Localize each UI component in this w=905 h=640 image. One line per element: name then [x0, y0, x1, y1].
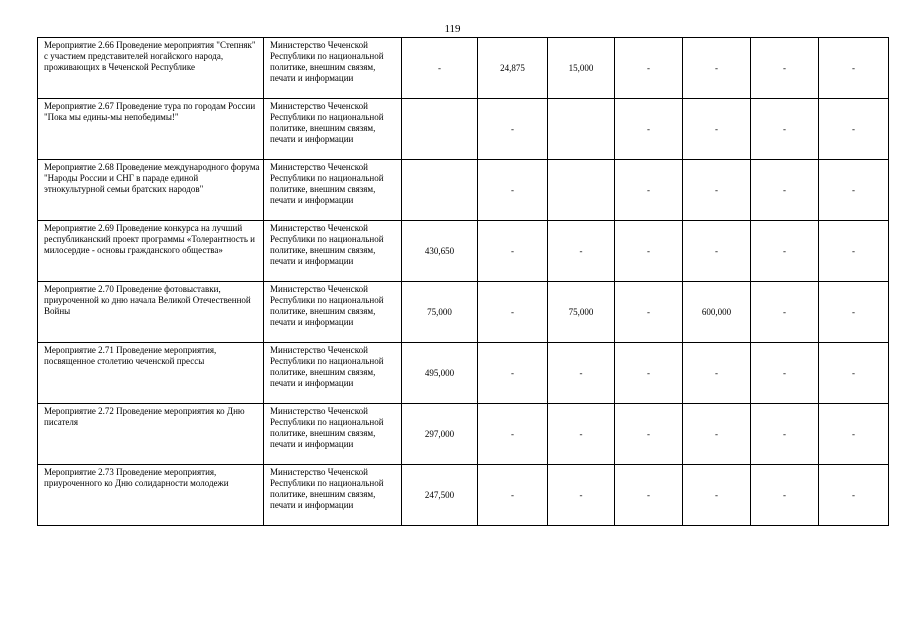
funding-value-cell: - [751, 282, 819, 343]
funding-value-cell: - [819, 99, 889, 160]
funding-value-cell [402, 160, 478, 221]
funding-value-cell: - [751, 221, 819, 282]
table-row [38, 343, 889, 404]
event-name-cell: Мероприятие 2.67 Проведение тура по городам России "Пока мы едины-мы непобедимы!" [38, 99, 264, 160]
funding-value-cell: - [683, 221, 751, 282]
funding-value-cell: - [819, 404, 889, 465]
table-row [38, 160, 889, 221]
funding-value-cell: - [615, 221, 683, 282]
funding-value-cell: - [819, 221, 889, 282]
event-name-cell: Мероприятие 2.73 Проведение мероприятия, приуроченного ко Дню солидарности молодежи [38, 465, 264, 526]
funding-value-cell: - [751, 343, 819, 404]
funding-value-cell: - [751, 38, 819, 99]
funding-value-cell: - [615, 160, 683, 221]
executor-cell: Министерство Чеченской Республики по национальной политике, внешним связям, печати и информации [264, 221, 402, 282]
funding-value-cell: - [683, 99, 751, 160]
funding-value-cell: - [819, 465, 889, 526]
executor-cell: Министерство Чеченской Республики по национальной политике, внешним связям, печати и информации [264, 38, 402, 99]
funding-value-cell: - [478, 404, 548, 465]
funding-value-cell: - [548, 221, 615, 282]
funding-value-cell: - [548, 465, 615, 526]
executor-cell: Министерство Чеченской Республики по национальной политике, внешним связям, печати и информации [264, 282, 402, 343]
funding-value-cell: 15,000 [548, 38, 615, 99]
funding-value-cell: - [819, 160, 889, 221]
executor-cell: Министерство Чеченской Республики по национальной политике, внешним связям, печати и информации [264, 343, 402, 404]
funding-value-cell: - [615, 465, 683, 526]
table-body [38, 38, 889, 526]
funding-value-cell: - [478, 160, 548, 221]
funding-value-cell: - [751, 404, 819, 465]
funding-value-cell [548, 160, 615, 221]
funding-value-cell: - [478, 99, 548, 160]
funding-value-cell: - [615, 404, 683, 465]
event-name-cell: Мероприятие 2.72 Проведение мероприятия ко Дню писателя [38, 404, 264, 465]
funding-value-cell: - [478, 282, 548, 343]
funding-value-cell: - [615, 282, 683, 343]
event-name-cell: Мероприятие 2.66 Проведение мероприятия "Степняк" с участием представителей ногайского народа, проживающих в Чеченской Республике [38, 38, 264, 99]
funding-value-cell: - [683, 404, 751, 465]
event-name-cell: Мероприятие 2.71 Проведение мероприятия, посвященное столетию чеченской прессы [38, 343, 264, 404]
table-row [38, 38, 889, 99]
funding-value-cell: 24,875 [478, 38, 548, 99]
funding-value-cell: - [683, 160, 751, 221]
funding-value-cell: - [615, 38, 683, 99]
funding-value-cell: - [819, 282, 889, 343]
funding-value-cell: 247,500 [402, 465, 478, 526]
funding-value-cell [548, 99, 615, 160]
event-name-cell: Мероприятие 2.68 Проведение международного форума "Народы России и СНГ в параде единой этнокультурной семьи братских народов" [38, 160, 264, 221]
funding-value-cell: - [615, 343, 683, 404]
funding-value-cell: 75,000 [402, 282, 478, 343]
executor-cell: Министерство Чеченской Республики по национальной политике, внешним связям, печати и информации [264, 160, 402, 221]
funding-value-cell [402, 99, 478, 160]
funding-value-cell: - [683, 343, 751, 404]
funding-value-cell: 297,000 [402, 404, 478, 465]
funding-value-cell: 600,000 [683, 282, 751, 343]
funding-value-cell: 495,000 [402, 343, 478, 404]
funding-value-cell: - [478, 343, 548, 404]
event-name-cell: Мероприятие 2.69 Проведение конкурса на лучший республиканский проект программы «Толерантность и милосердие - основы гражданского общества» [38, 221, 264, 282]
funding-value-cell: - [615, 99, 683, 160]
funding-value-cell: - [751, 99, 819, 160]
funding-value-cell: - [751, 160, 819, 221]
funding-value-cell: - [478, 465, 548, 526]
executor-cell: Министерство Чеченской Республики по национальной политике, внешним связям, печати и информации [264, 404, 402, 465]
funding-value-cell: - [683, 38, 751, 99]
table-row [38, 465, 889, 526]
funding-value-cell: 430,650 [402, 221, 478, 282]
funding-value-cell: - [819, 38, 889, 99]
funding-value-cell: - [819, 343, 889, 404]
funding-value-cell: - [478, 221, 548, 282]
table-row [38, 221, 889, 282]
funding-value-cell: - [683, 465, 751, 526]
funding-value-cell: - [402, 38, 478, 99]
executor-cell: Министерство Чеченской Республики по национальной политике, внешним связям, печати и информации [264, 465, 402, 526]
funding-value-cell: - [548, 343, 615, 404]
event-name-cell: Мероприятие 2.70 Проведение фотовыставки, приуроченной ко дню начала Великой Отечественной Войны [38, 282, 264, 343]
funding-value-cell: 75,000 [548, 282, 615, 343]
table-row [38, 99, 889, 160]
executor-cell: Министерство Чеченской Республики по национальной политике, внешним связям, печати и информации [264, 99, 402, 160]
program-events-table [37, 37, 889, 526]
table-row [38, 404, 889, 465]
funding-value-cell: - [548, 404, 615, 465]
funding-value-cell: - [751, 465, 819, 526]
table-row [38, 282, 889, 343]
page-number: 119 [444, 23, 461, 35]
